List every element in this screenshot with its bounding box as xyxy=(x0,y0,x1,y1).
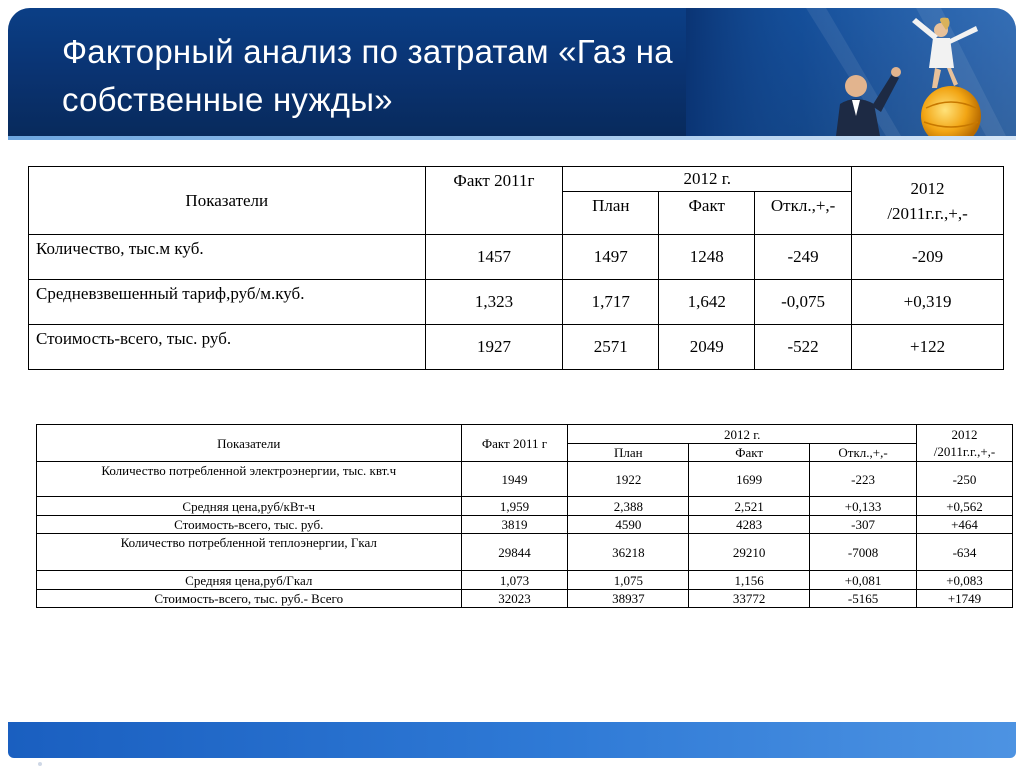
header-indicators: Показатели xyxy=(29,167,426,235)
row-label: Количество, тыс.м куб. xyxy=(29,235,426,280)
row-label: Количество потребленной электроэнергии, тыс. квт.ч xyxy=(37,462,462,497)
table-row xyxy=(37,571,1013,590)
cell-fact: 33772 xyxy=(689,590,810,608)
cell-fact: 2049 xyxy=(659,325,755,370)
header-fact: Факт xyxy=(659,192,755,235)
cell-compare: -634 xyxy=(917,534,1013,571)
header-compare-line1: 2012 xyxy=(910,178,945,198)
cell-deviation: -307 xyxy=(810,516,917,534)
row-label: Средневзвешенный тариф,руб/м.куб. xyxy=(29,280,426,325)
cell-fact-2011: 1,323 xyxy=(425,280,563,325)
header-fact: Факт xyxy=(689,444,810,462)
header-year-2012: 2012 г. xyxy=(568,425,917,444)
cell-fact: 29210 xyxy=(689,534,810,571)
cell-fact-2011: 29844 xyxy=(461,534,568,571)
cell-compare: +122 xyxy=(852,325,1004,370)
cell-deviation: -249 xyxy=(755,235,852,280)
cell-deviation: +0,133 xyxy=(810,497,917,516)
cell-plan: 4590 xyxy=(568,516,689,534)
cell-compare: +0,083 xyxy=(917,571,1013,590)
header-fact-2011: Факт 2011 г xyxy=(461,425,568,462)
title-banner xyxy=(8,8,1016,136)
cell-plan: 38937 xyxy=(568,590,689,608)
row-label: Стоимость-всего, тыс. руб. xyxy=(37,516,462,534)
cell-compare: +0,319 xyxy=(852,280,1004,325)
table-row xyxy=(37,534,1013,571)
cell-fact-2011: 1457 xyxy=(425,235,563,280)
cell-compare: +464 xyxy=(917,516,1013,534)
cell-fact: 1699 xyxy=(689,462,810,497)
header-deviation: Откл.,+,- xyxy=(755,192,852,235)
cell-fact: 1,156 xyxy=(689,571,810,590)
cell-compare: +0,562 xyxy=(917,497,1013,516)
cell-plan: 2,388 xyxy=(568,497,689,516)
cell-plan: 2571 xyxy=(563,325,659,370)
energy-cost-table xyxy=(36,424,1013,608)
header-year-2012: 2012 г. xyxy=(563,167,852,192)
page-title: Факторный анализ по затратам «Газ на собственные нужды» xyxy=(62,33,673,118)
gas-cost-table xyxy=(28,166,1004,370)
footer-bar xyxy=(8,722,1016,758)
row-label: Стоимость-всего, тыс. руб.- Всего xyxy=(37,590,462,608)
cell-deviation: -0,075 xyxy=(755,280,852,325)
cell-deviation: +0,081 xyxy=(810,571,917,590)
header-plan: План xyxy=(563,192,659,235)
table-row xyxy=(29,325,1004,370)
header-plan: План xyxy=(568,444,689,462)
cell-deviation: -7008 xyxy=(810,534,917,571)
cell-plan: 1,075 xyxy=(568,571,689,590)
cell-compare: -250 xyxy=(917,462,1013,497)
row-label: Средняя цена,руб/Гкал xyxy=(37,571,462,590)
cell-plan: 1,717 xyxy=(563,280,659,325)
header-deviation: Откл.,+,- xyxy=(810,444,917,462)
cell-fact-2011: 1949 xyxy=(461,462,568,497)
cell-plan: 1497 xyxy=(563,235,659,280)
table-row xyxy=(37,516,1013,534)
header-compare-line2: /2011г.г.,+,- xyxy=(887,203,968,223)
row-label: Количество потребленной теплоэнергии, Гкал xyxy=(37,534,462,571)
header-compare xyxy=(917,425,1013,462)
table-row xyxy=(37,462,1013,497)
cell-plan: 1922 xyxy=(568,462,689,497)
cell-fact-2011: 1,959 xyxy=(461,497,568,516)
cell-fact-2011: 1,073 xyxy=(461,571,568,590)
cell-plan: 36218 xyxy=(568,534,689,571)
table-row xyxy=(37,590,1013,608)
cell-fact: 1,642 xyxy=(659,280,755,325)
cell-fact-2011: 32023 xyxy=(461,590,568,608)
header-indicators: Показатели xyxy=(37,425,462,462)
table-row xyxy=(29,280,1004,325)
cell-fact: 1248 xyxy=(659,235,755,280)
header-compare xyxy=(852,167,1004,235)
header-fact-2011: Факт 2011г xyxy=(425,167,563,235)
header-compare-line2: /2011г.г.,+,- xyxy=(933,444,996,459)
cell-fact: 4283 xyxy=(689,516,810,534)
row-label: Стоимость-всего, тыс. руб. xyxy=(29,325,426,370)
cell-compare: +1749 xyxy=(917,590,1013,608)
header-compare-line1: 2012 xyxy=(951,427,978,442)
table-row xyxy=(37,497,1013,516)
cell-deviation: -223 xyxy=(810,462,917,497)
footer-dot xyxy=(38,762,42,766)
cell-fact-2011: 1927 xyxy=(425,325,563,370)
cell-fact-2011: 3819 xyxy=(461,516,568,534)
row-label: Средняя цена,руб/кВт-ч xyxy=(37,497,462,516)
table-row xyxy=(29,235,1004,280)
title-underline xyxy=(8,136,1016,140)
cell-fact: 2,521 xyxy=(689,497,810,516)
cell-compare: -209 xyxy=(852,235,1004,280)
cell-deviation: -5165 xyxy=(810,590,917,608)
cell-deviation: -522 xyxy=(755,325,852,370)
